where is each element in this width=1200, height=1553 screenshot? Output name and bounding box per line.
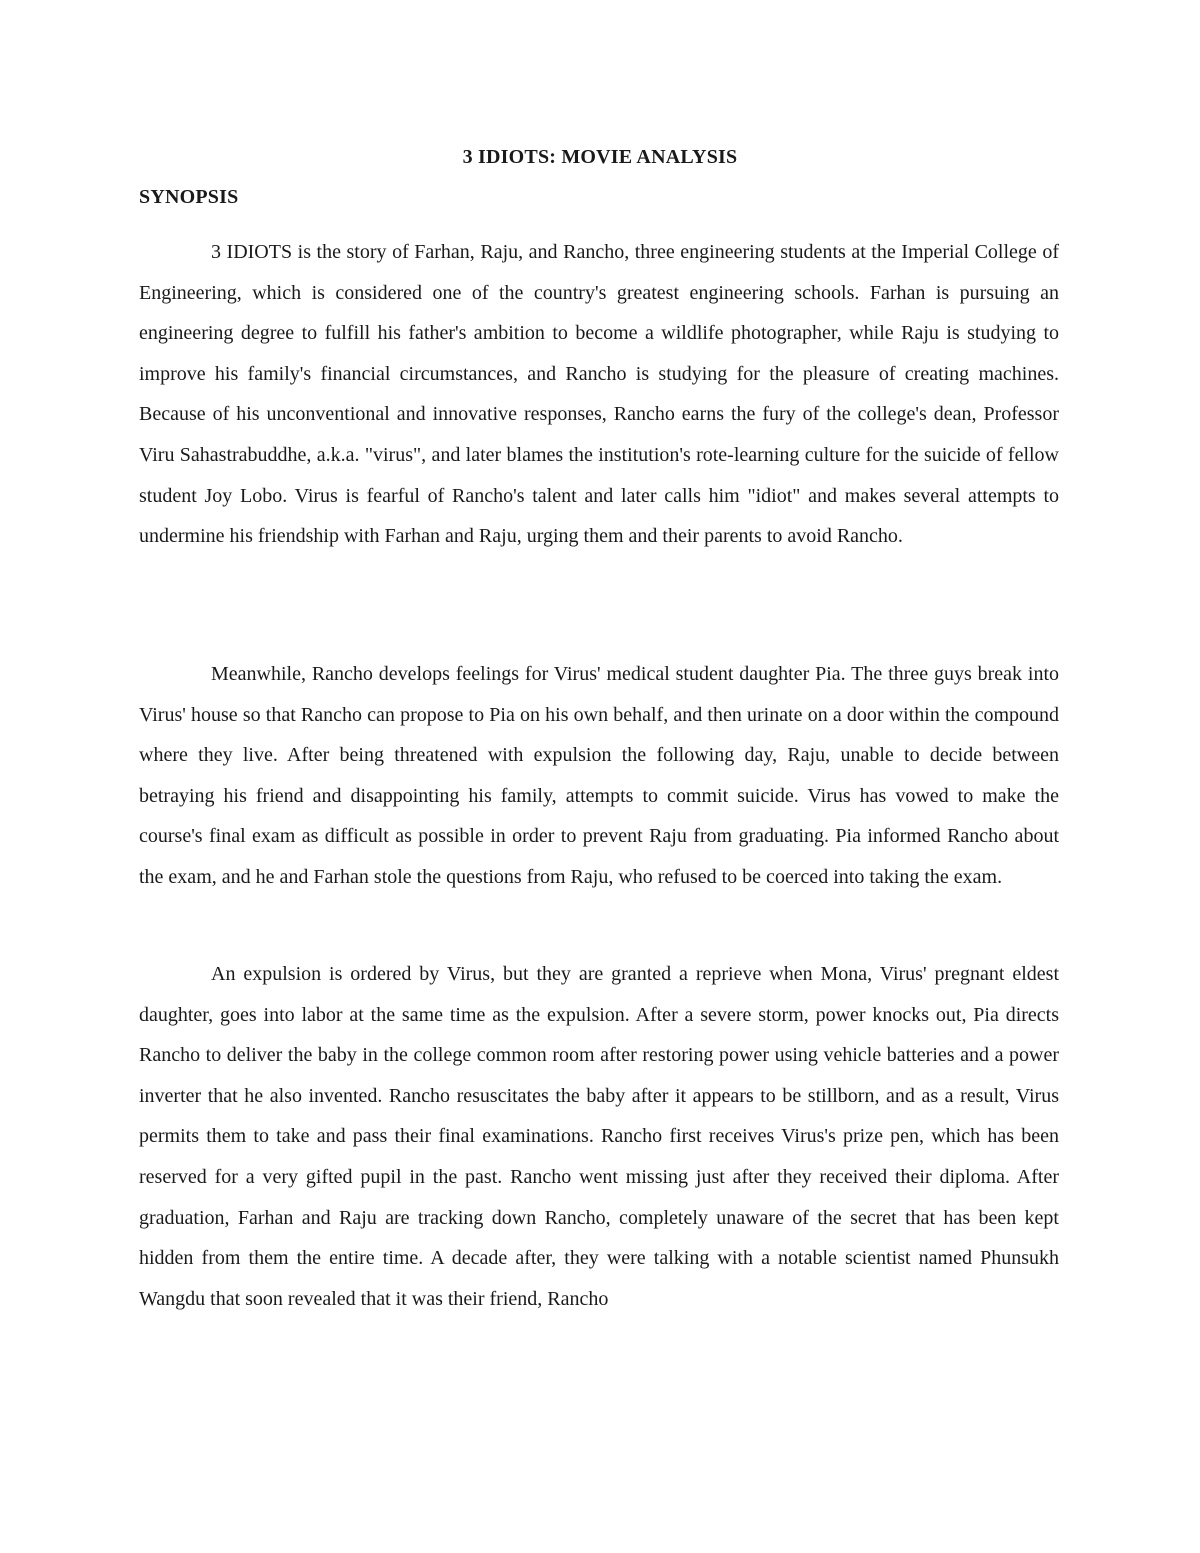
section-heading-synopsis: SYNOPSIS [139,186,239,208]
document-title: 3 IDIOTS: MOVIE ANALYSIS [462,146,738,168]
synopsis-paragraph: 3 IDIOTS is the story of Farhan, Raju, and Rancho, three engineering students at the Imperial College of Engineering, which is considered one of the country's greatest engineering schools. Farhan is pursuing an engineering degree to fulfill his father's ambition to become a wildlife photographer, while Raju is studying to improve his family's financial circumstances, and Rancho is studying for the pleasure of creating machines. Because of his unconventional and innovative responses, Rancho earns the fury of the college's dean, Professor Viru Sahastrabuddhe, a.k.a. "virus", and later blames the institution's rote-learning culture for the suicide of fellow student Joy Lobo. Virus is fearful of Rancho's talent and later calls him "idiot" and makes several attempts to undermine his friendship with Farhan and Raju, urging them and their parents to avoid Rancho. [139,241,1059,548]
synopsis-paragraph: Meanwhile, Rancho develops feelings for Virus' medical student daughter Pia. The three guys break into Virus' house so that Rancho can propose to Pia on his own behalf, and then urinate on a door within the compound where they live. After being threatened with expulsion the following day, Raju, unable to decide between betraying his friend and disappointing his family, attempts to commit suicide. Virus has vowed to make the course's final exam as difficult as possible in order to prevent Raju from graduating. Pia informed Rancho about the exam, and he and Farhan stole the questions from Raju, who refused to be coerced into taking the exam. [139,663,1059,888]
synopsis-paragraph: An expulsion is ordered by Virus, but they are granted a reprieve when Mona, Virus' pregnant eldest daughter, goes into labor at the same time as the expulsion. After a severe storm, power knocks out, Pia directs Rancho to deliver the baby in the college common room after restoring power using vehicle batteries and a power inverter that he also invented. Rancho resuscitates the baby after it appears to be stillborn, and as a result, Virus permits them to take and pass their final examinations. Rancho first receives Virus's prize pen, which has been reserved for a very gifted pupil in the past. Rancho went missing just after they received their diploma. After graduation, Farhan and Raju are tracking down Rancho, completely unaware of the secret that has been kept hidden from them the entire time. A decade after, they were talking with a notable scientist named Phunsukh Wangdu that soon revealed that it was their friend, Rancho [139,963,1059,1310]
